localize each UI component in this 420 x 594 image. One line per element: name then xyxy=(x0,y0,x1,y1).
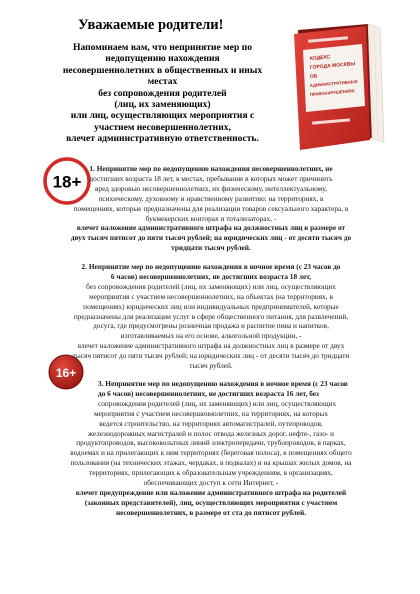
section-3-line: пользования (на технических этажах, чердаках, в подвалах) и на крышах жилых домов, на xyxy=(70,458,352,468)
section-3-line: продуктопроводов, высоковольтных линий электропередачи, трубопроводов, в парках, xyxy=(76,438,346,448)
section-2-line: досуга, где предусмотрены розничная продажа и распитие пива и напитков, xyxy=(93,321,329,331)
section-1-line: двух тысяч пятисот до пяти тысяч рублей; на юридических лиц - от десяти тысяч до xyxy=(70,233,352,243)
badge-16-text: 16+ xyxy=(55,366,77,380)
intro-line: недопущению нахождения xyxy=(105,53,220,65)
intro-line: участием несовершеннолетних, xyxy=(94,121,231,133)
section-3-line: обеспечивающих доступ к сети Интернет, - xyxy=(143,478,279,488)
code-book-image xyxy=(290,20,390,155)
badge-18-text: 18+ xyxy=(52,172,82,192)
section-3-line: ведется строительство, на территориях автомагистралей, путепроводов, xyxy=(99,418,323,428)
section-1-line: влечет наложение административного штрафа на должностных лиц в размере от xyxy=(76,223,346,233)
section-2-line: тысяч пятисот до пяти тысяч рублей; на юридических лиц - от десяти тысяч до тридцати xyxy=(72,351,350,361)
section-2-line: тысяч рублей. xyxy=(189,361,233,371)
section-2-line: предназначены для реализации услуг в сфере общественного питания, для развлечений, xyxy=(73,311,349,321)
section-1-line: букмекерских конторах и тотализаторах, - xyxy=(145,213,277,223)
book-cover-line: ОБ xyxy=(309,73,318,80)
section-2-line: мероприятия с участием несовершеннолетних, на объектах (на территориях, в xyxy=(89,291,333,301)
section-3-line: водоемах и на прилегающих к ним территориях (береговая полоса), в помещениях общего xyxy=(70,448,352,458)
page-title: Уважаемые родители! xyxy=(78,17,224,33)
section-1-line: 1. Непринятие мер по недопущению нахождения несовершеннолетних, не xyxy=(89,164,333,173)
section-3-line: 3. Непринятие мер по недопущению нахождения в ночное время (с 23 часов xyxy=(98,379,348,388)
section-2-line: без сопровождения родителей (лиц, их заменяющих) или лиц, осуществляющих xyxy=(86,281,336,291)
intro-line: или лиц, осуществляющих мероприятия с xyxy=(70,110,255,122)
section-2-line: влечет наложение административного штрафа на должностных лиц в размере от двух xyxy=(77,341,345,351)
book-cover-line: КОДЕКС xyxy=(309,54,331,62)
book-cover-line: АДМИНИСТРАТИВНЫХ xyxy=(309,78,358,88)
section-1-line: помещениях, которые предназначены для реализации товаров сексуального характера, в xyxy=(73,203,349,213)
intro-line: влечет административную ответственность. xyxy=(66,133,259,145)
book-cover-line: ГОРОДА МОСКВЫ xyxy=(309,61,356,71)
section-2 xyxy=(10,262,412,371)
section-3-line: железнодорожных магистралей и полос отвода железных дорог, нефте-, газо- и xyxy=(87,428,335,438)
section-1-line: вред здоровью несовершеннолетних, их физическому, интеллектуальному, xyxy=(94,183,328,193)
section-2-line: изготавливаемых на его основе, алкогольной продукции, - xyxy=(120,331,302,341)
intro-line: без сопровождения родителей xyxy=(98,87,227,99)
section-1-line: психическому, духовному и нравственному развитию: на территориях, в xyxy=(98,193,324,203)
section-1-line: тридцати тысяч рублей. xyxy=(171,243,251,253)
section-3-line: несовершеннолетних, в размере от ста до пятисот рублей. xyxy=(115,507,307,517)
section-2-line: помещениях) юридических лиц или индивидуальных предпринимателей, которые xyxy=(83,301,339,311)
intro-line: (лиц, их заменяющих) xyxy=(114,99,211,111)
intro-line: местах xyxy=(147,76,178,88)
section-3-line: до 6 часов) несовершеннолетних, не достигших возраста 16 лет, без xyxy=(98,388,319,398)
intro-line: Напоминаем вам, что непринятие мер по xyxy=(73,42,252,53)
section-1 xyxy=(10,164,412,253)
section-3-line: мероприятия с участием несовершеннолетних, на территориях, на которых xyxy=(94,408,328,418)
section-1-line: достигших возраста 18 лет, в местах, пребывание в которых может причинить xyxy=(89,173,333,183)
section-3 xyxy=(10,379,412,518)
intro-paragraph xyxy=(40,42,285,145)
section-2-line: 6 часов) несовершеннолетних, не достигших возраста 18 лет, xyxy=(110,271,312,281)
book-cover-line: ПРАВОНАРУШЕНИЯХ xyxy=(309,88,355,97)
section-2-line: 2. Непринятие мер по недопущению нахождения в ночное время (с 23 часов до xyxy=(81,262,341,271)
section-3-line: (законных представителей), лиц, осуществляющих мероприятия с участием xyxy=(84,497,338,507)
section-3-line: влечет предупреждение или наложение административного штрафа на родителей xyxy=(75,487,347,497)
section-3-line: сопровождения родителей (лиц, их заменяющих) или лиц, осуществляющих xyxy=(98,398,337,408)
section-3-line: территориях, прилегающих к образовательным учреждениям, в организациях, xyxy=(89,468,333,478)
intro-line: несовершеннолетних в общественных и иных xyxy=(62,64,263,76)
